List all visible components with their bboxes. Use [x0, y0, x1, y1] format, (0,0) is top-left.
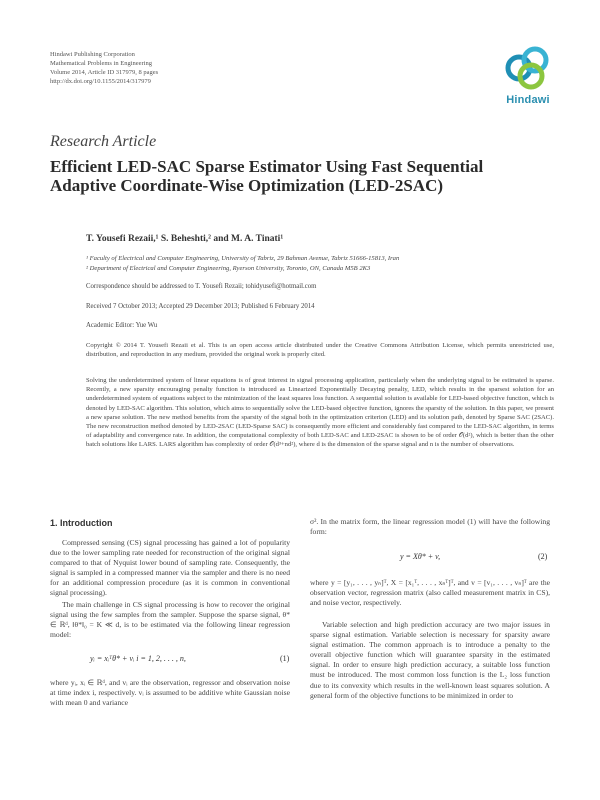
section-heading: 1. Introduction: [50, 518, 113, 528]
intro-paragraph-right-1: σ². In the matrix form, the linear regression model (1) will have the following form:: [310, 517, 550, 537]
volume-info: Volume 2014, Article ID 317979, 8 pages: [50, 69, 159, 76]
affiliation-1: ¹ Faculty of Electrical and Computer Engineering, University of Tabriz, 29 Bahman Avenue, Tabriz 51666-15813, Iran: [86, 255, 400, 262]
hindawi-logo-text: Hindawi: [506, 94, 550, 106]
intro-paragraph-2: The main challenge in CS signal processing is how to recover the original signal using the few samples from the sampler. Suppose the sparse signal, θ* ∈ ℝᵈ, ‖θ*‖₀ = K ≪ d, is to be estimated via the following linear regression model:: [50, 600, 290, 640]
intro-paragraph-right-2: where y = [y₁, . . . , yₙ]ᵀ, X = [x₁ᵀ, . . . , xₙᵀ]ᵀ, and v = [v₁, . . . , vₙ]ᵀ are the observation vector, regression matrix (also called measurement matrix in CS), and noise vector, respectively.: [310, 578, 550, 608]
correspondence: Correspondence should be addressed to T. Yousefi Rezaii; tohidyusefi@hotmail.com: [86, 283, 317, 290]
affiliation-2: ² Department of Electrical and Computer Engineering, Ryerson University, Toronto, ON, Canada M5B 2K3: [86, 265, 371, 272]
intro-paragraph-3: where yᵢ, xᵢ ∈ ℝᵈ, and vᵢ are the observation, regressor and observation noise at time index i, respectively. vᵢ is assumed to be additive white Gaussian noise with mean 0 and variance: [50, 678, 290, 708]
equation-1-number: (1): [280, 654, 290, 663]
intro-paragraph-right-3: Variable selection and high prediction accuracy are two major issues in sparse signal estimation. Variable selection is necessary for sparsity aware signal estimation. The common approach is to introduce a penalty to the overall objective function which will guarantee sparsity in the estimated signal. In order to ensure high prediction accuracy, a suitable loss function must be introduced. The most common loss function is the L₂ loss function due to its convexity which results in the well-known least squares solution. A general form of the objective functions to be minimized in order to: [310, 620, 550, 700]
publisher-name: Hindawi Publishing Corporation: [50, 51, 135, 58]
academic-editor: Academic Editor: Yue Wu: [86, 322, 158, 329]
equation-2: y = Xθ* + v,: [400, 552, 441, 561]
doi-link[interactable]: http://dx.doi.org/10.1155/2014/317979: [50, 78, 151, 85]
dates: Received 7 October 2013; Accepted 29 December 2013; Published 6 February 2014: [86, 303, 315, 310]
author-list: T. Yousefi Rezaii,¹ S. Beheshti,² and M. A. Tinati¹: [86, 234, 284, 244]
equation-1: yᵢ = xᵢᵀθ* + vᵢ i = 1, 2, . . . , n,: [90, 654, 186, 663]
equation-2-number: (2): [538, 552, 548, 561]
intro-paragraph-1: Compressed sensing (CS) signal processing has gained a lot of popularity due to the lower sampling rate needed for reconstruction of the original signal compared to that of Nyquist lower bound of sampling rate. Consequently, the signal is sampled in a compressed manner via the sampler and there is no need for an additional compression procedure (as it is common in conventional signal processing).: [50, 538, 290, 598]
article-type: Research Article: [50, 133, 157, 150]
journal-name: Mathematical Problems in Engineering: [50, 60, 152, 67]
copyright-notice: Copyright © 2014 T. Yousefi Rezaii et al. This is an open access article distributed under the Creative Commons Attribution License, which permits unrestricted use, distribution, and reproduction in any medium, provided the original work is properly cited.: [86, 342, 554, 359]
abstract: Solving the underdetermined system of linear equations is of great interest in signal processing application, particularly when the underlying signal to be estimated is sparse. Recently, a new sparsity encouraging penalty function is introduced as Linearized Exponentially Decaying penalty, LED, which results in the sparsest solution for an underdetermined system of equations subject to the minimization of the least squares loss function. A sequential solution is available for LED-based objective function, which is denoted by LED-SAC algorithm. This solution, which aims to sequentially solve the LED-based objective function, ignores the sparsity of the solution. In this paper, we present a new sparse solution. The new method benefits from the sparsity of the signal both in the optimization criterion (LED) and its solution path, denoted by Sparse SAC (2SAC). The new reconstruction method denoted by LED-2SAC (LED-Sparse SAC) is consequently more efficient and considerably fast compared to the LED-SAC algorithm, in terms of adaptability and convergence rate. In addition, the computational complexity of both LED-SAC and LED-2SAC is shown to be of order 𝒪(d²), which is better than the other batch solutions like LARS. LARS algorithm has complexity of order 𝒪(d³+nd²), where d is the dimension of the sparse signal and n is the number of observations.: [86, 377, 554, 449]
journal-header: [50, 50, 158, 86]
paper-title: Efficient LED-SAC Sparse Estimator Using Fast Sequential Adaptive Coordinate-Wise Optimization (LED-2SAC): [50, 157, 484, 195]
